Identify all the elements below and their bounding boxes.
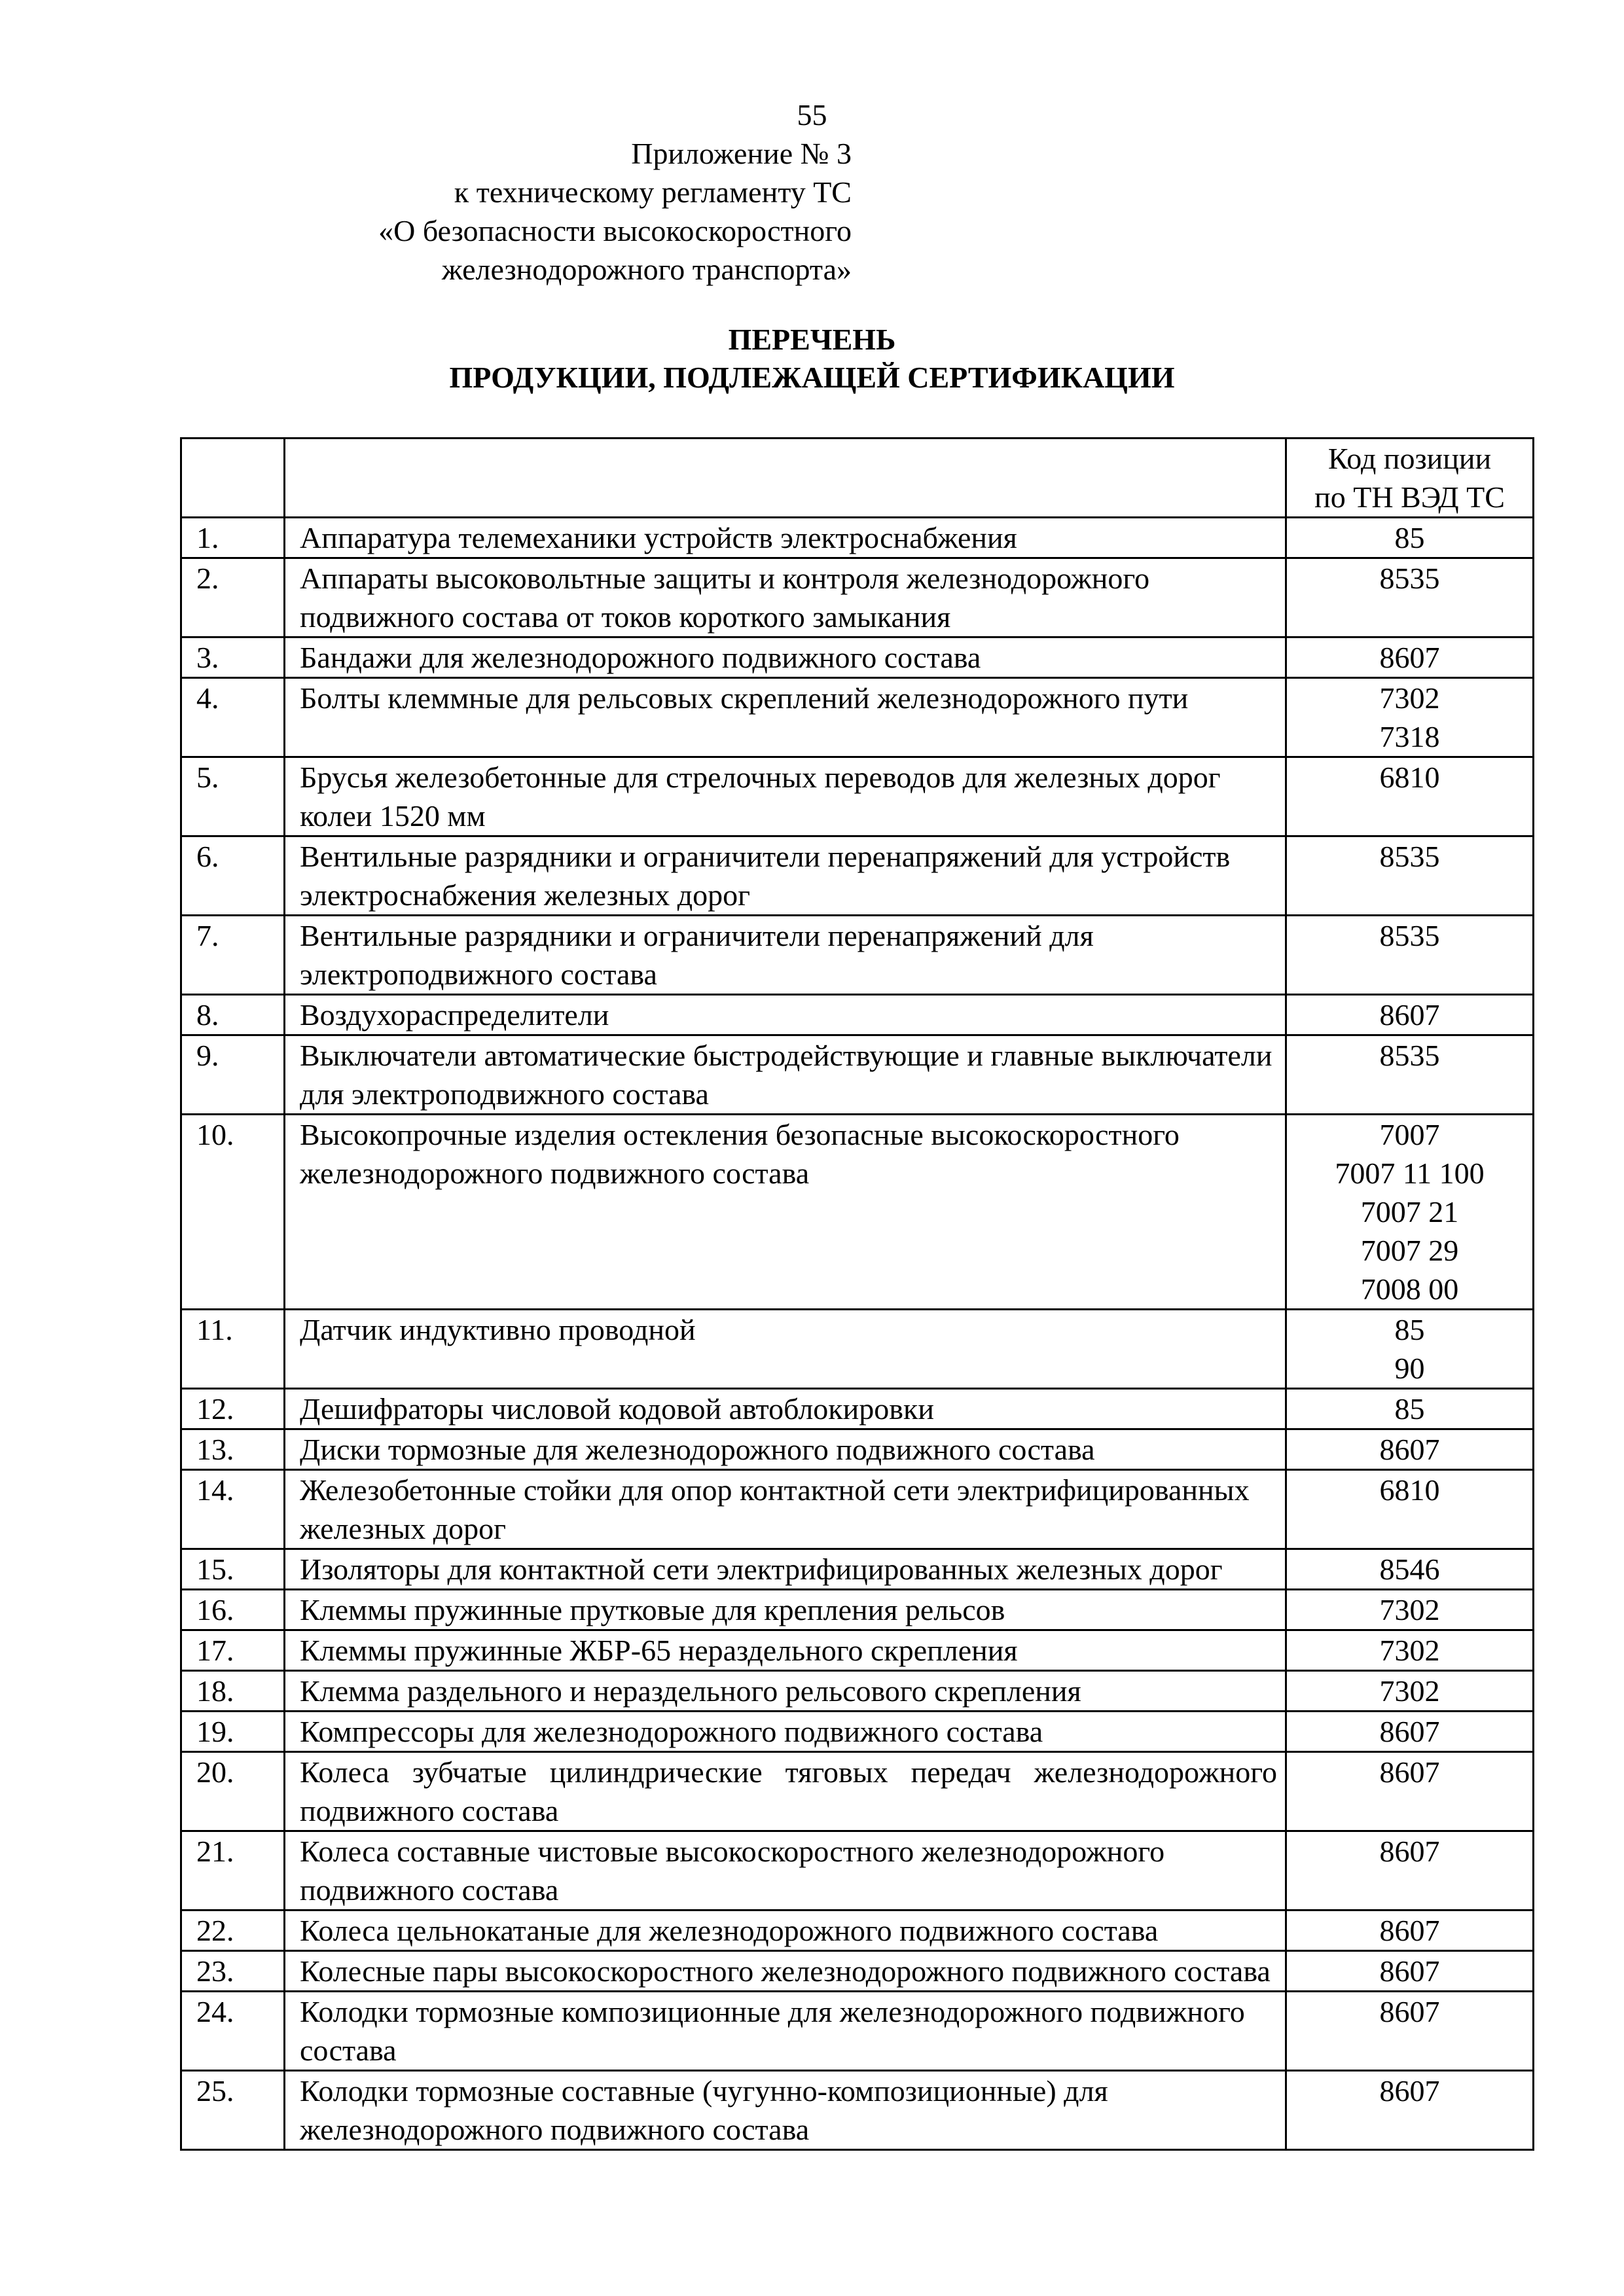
code-cell <box>1286 1671 1534 1712</box>
row-number-cell: 4. <box>181 678 285 757</box>
row-number-cell: 6. <box>181 836 285 916</box>
table-row <box>181 1630 1534 1671</box>
row-number-cell: 5. <box>181 757 285 836</box>
product-name-cell: Дешифраторы числовой кодовой автоблокировки <box>285 1389 1286 1429</box>
code-value: 8535 <box>1379 919 1440 952</box>
annex-block <box>378 134 852 289</box>
product-name-cell: Брусья железобетонные для стрелочных переводов для железных дорог колеи 1520 мм <box>285 757 1286 836</box>
table-row <box>181 637 1534 678</box>
code-value: 8535 <box>1379 1039 1440 1072</box>
header-code-line: Код позиции <box>1327 442 1492 475</box>
table-row <box>181 1910 1534 1951</box>
table-header-row <box>181 439 1534 518</box>
table-row <box>181 558 1534 637</box>
product-name-cell: Вентильные разрядники и ограничители перенапряжений для устройств электроснабжения железных дорог <box>285 836 1286 916</box>
row-number-cell: 1. <box>181 518 285 558</box>
code-cell <box>1286 1115 1534 1310</box>
product-name-cell: Выключатели автоматические быстродействующие и главные выключатели для электроподвижного состава <box>285 1035 1286 1115</box>
code-cell <box>1286 1831 1534 1910</box>
product-name-cell: Колеса зубчатые цилиндрические тяговых передач железнодорожного подвижного состава <box>285 1752 1286 1831</box>
code-value: 8607 <box>1379 641 1440 674</box>
row-number-cell: 21. <box>181 1831 285 1910</box>
code-cell <box>1286 1992 1534 2071</box>
table-row <box>181 1429 1534 1470</box>
row-number-cell: 13. <box>181 1429 285 1470</box>
product-name-cell: Колодки тормозные составные (чугунно-композиционные) для железнодорожного подвижного состава <box>285 2071 1286 2150</box>
code-value: 7302 <box>1379 681 1440 715</box>
table-row <box>181 1671 1534 1712</box>
header-code-cell <box>1286 439 1534 518</box>
code-cell <box>1286 1752 1534 1831</box>
product-name-cell: Клеммы пружинные ЖБР-65 нераздельного скрепления <box>285 1630 1286 1671</box>
document-title <box>0 321 1624 397</box>
table-row <box>181 1712 1534 1752</box>
product-name-cell: Колеса составные чистовые высокоскоростного железнодорожного подвижного состава <box>285 1831 1286 1910</box>
code-cell <box>1286 836 1534 916</box>
row-number-cell: 15. <box>181 1549 285 1590</box>
code-cell <box>1286 637 1534 678</box>
code-value: 8535 <box>1379 840 1440 873</box>
table-row <box>181 757 1534 836</box>
row-number-cell: 2. <box>181 558 285 637</box>
title-line: ПЕРЕЧЕНЬ <box>728 323 896 356</box>
code-cell <box>1286 518 1534 558</box>
code-cell <box>1286 558 1534 637</box>
code-value: 8607 <box>1379 998 1440 1031</box>
code-value: 7302 <box>1379 1634 1440 1667</box>
code-cell <box>1286 1310 1534 1389</box>
table-row <box>181 995 1534 1035</box>
row-number-cell: 11. <box>181 1310 285 1389</box>
product-name-cell: Колеса цельнокатаные для железнодорожного подвижного состава <box>285 1910 1286 1951</box>
code-cell <box>1286 1429 1534 1470</box>
code-cell <box>1286 2071 1534 2150</box>
code-cell <box>1286 1910 1534 1951</box>
product-name-cell: Вентильные разрядники и ограничители перенапряжений для электроподвижного состава <box>285 916 1286 995</box>
code-value: 8546 <box>1379 1552 1440 1586</box>
code-value: 8607 <box>1379 1914 1440 1947</box>
table-row <box>181 1035 1534 1115</box>
code-value: 7007 21 <box>1360 1195 1459 1229</box>
row-number-cell: 19. <box>181 1712 285 1752</box>
annex-line: «О безопасности высокоскоростного <box>378 214 852 247</box>
product-name-cell: Датчик индуктивно проводной <box>285 1310 1286 1389</box>
table-row <box>181 2071 1534 2150</box>
code-value: 7302 <box>1379 1674 1440 1708</box>
table-row <box>181 1590 1534 1630</box>
code-value: 8607 <box>1379 1755 1440 1789</box>
product-name-cell: Аппаратура телемеханики устройств электроснабжения <box>285 518 1286 558</box>
row-number-cell: 10. <box>181 1115 285 1310</box>
table-row <box>181 916 1534 995</box>
code-value: 7007 11 100 <box>1335 1157 1485 1190</box>
code-value: 7318 <box>1379 720 1440 753</box>
title-line: ПРОДУКЦИИ, ПОДЛЕЖАЩЕЙ СЕРТИФИКАЦИИ <box>449 361 1175 394</box>
product-name-cell: Бандажи для железнодорожного подвижного состава <box>285 637 1286 678</box>
code-value: 7007 29 <box>1360 1234 1459 1267</box>
product-name-cell: Высокопрочные изделия остекления безопасные высокоскоростного железнодорожного подвижного состава <box>285 1115 1286 1310</box>
product-name-cell: Болты клеммные для рельсовых скреплений железнодорожного пути <box>285 678 1286 757</box>
table-row <box>181 1389 1534 1429</box>
product-name-cell: Изоляторы для контактной сети электрифицированных железных дорог <box>285 1549 1286 1590</box>
header-name-cell <box>285 439 1286 518</box>
product-name-cell: Железобетонные стойки для опор контактной сети электрифицированных железных дорог <box>285 1470 1286 1549</box>
table-row <box>181 518 1534 558</box>
code-value: 8607 <box>1379 1835 1440 1868</box>
annex-line: железнодорожного транспорта» <box>441 253 852 286</box>
table-row <box>181 1470 1534 1549</box>
product-name-cell: Колесные пары высокоскоростного железнодорожного подвижного состава <box>285 1951 1286 1992</box>
row-number-cell: 3. <box>181 637 285 678</box>
code-value: 7007 <box>1379 1118 1440 1151</box>
code-value: 8607 <box>1379 1954 1440 1988</box>
code-cell <box>1286 678 1534 757</box>
row-number-cell: 22. <box>181 1910 285 1951</box>
code-value: 8607 <box>1379 1995 1440 2028</box>
row-number-cell: 7. <box>181 916 285 995</box>
code-value: 8607 <box>1379 1715 1440 1748</box>
table-row <box>181 1115 1534 1310</box>
header-code-line: по ТН ВЭД ТС <box>1314 480 1505 514</box>
table-row <box>181 1752 1534 1831</box>
table-row <box>181 1992 1534 2071</box>
code-value: 8607 <box>1379 2074 1440 2108</box>
table-row <box>181 1831 1534 1910</box>
row-number-cell: 14. <box>181 1470 285 1549</box>
code-cell <box>1286 1389 1534 1429</box>
table-row <box>181 1310 1534 1389</box>
code-cell <box>1286 1549 1534 1590</box>
table-row <box>181 1951 1534 1992</box>
row-number-cell: 25. <box>181 2071 285 2150</box>
annex-line: Приложение № 3 <box>631 137 852 170</box>
code-cell <box>1286 1590 1534 1630</box>
code-value: 7302 <box>1379 1593 1440 1626</box>
row-number-cell: 8. <box>181 995 285 1035</box>
code-value: 85 <box>1394 1392 1425 1426</box>
table-row <box>181 678 1534 757</box>
product-name-cell: Аппараты высоковольтные защиты и контроля железнодорожного подвижного состава от токов короткого замыкания <box>285 558 1286 637</box>
annex-line: к техническому регламенту ТС <box>454 175 852 209</box>
table-row <box>181 1549 1534 1590</box>
row-number-cell: 9. <box>181 1035 285 1115</box>
row-number-cell: 17. <box>181 1630 285 1671</box>
row-number-cell: 24. <box>181 1992 285 2071</box>
product-name-cell: Колодки тормозные композиционные для железнодорожного подвижного состава <box>285 1992 1286 2071</box>
header-num-cell <box>181 439 285 518</box>
row-number-cell: 20. <box>181 1752 285 1831</box>
product-name-cell: Клемма раздельного и нераздельного рельсового скрепления <box>285 1671 1286 1712</box>
code-value: 85 <box>1394 1313 1425 1346</box>
table-body <box>181 518 1534 2150</box>
row-number-cell: 16. <box>181 1590 285 1630</box>
row-number-cell: 12. <box>181 1389 285 1429</box>
code-cell <box>1286 916 1534 995</box>
code-cell <box>1286 995 1534 1035</box>
code-cell <box>1286 1951 1534 1992</box>
code-cell <box>1286 1712 1534 1752</box>
row-number-cell: 23. <box>181 1951 285 1992</box>
product-name-cell: Клеммы пружинные прутковые для крепления рельсов <box>285 1590 1286 1630</box>
product-name-cell: Компрессоры для железнодорожного подвижного состава <box>285 1712 1286 1752</box>
products-table <box>180 437 1534 2151</box>
code-value: 90 <box>1394 1352 1425 1385</box>
code-value: 6810 <box>1379 1473 1440 1507</box>
code-cell <box>1286 1035 1534 1115</box>
page-number: 55 <box>797 98 827 132</box>
table-row <box>181 836 1534 916</box>
code-cell <box>1286 1630 1534 1671</box>
product-name-cell: Воздухораспределители <box>285 995 1286 1035</box>
product-name-cell: Диски тормозные для железнодорожного подвижного состава <box>285 1429 1286 1470</box>
code-value: 7008 00 <box>1360 1272 1459 1306</box>
code-value: 8535 <box>1379 562 1440 595</box>
code-value: 6810 <box>1379 761 1440 794</box>
row-number-cell: 18. <box>181 1671 285 1712</box>
code-value: 85 <box>1394 521 1425 554</box>
code-cell <box>1286 1470 1534 1549</box>
code-value: 8607 <box>1379 1433 1440 1466</box>
code-cell <box>1286 757 1534 836</box>
